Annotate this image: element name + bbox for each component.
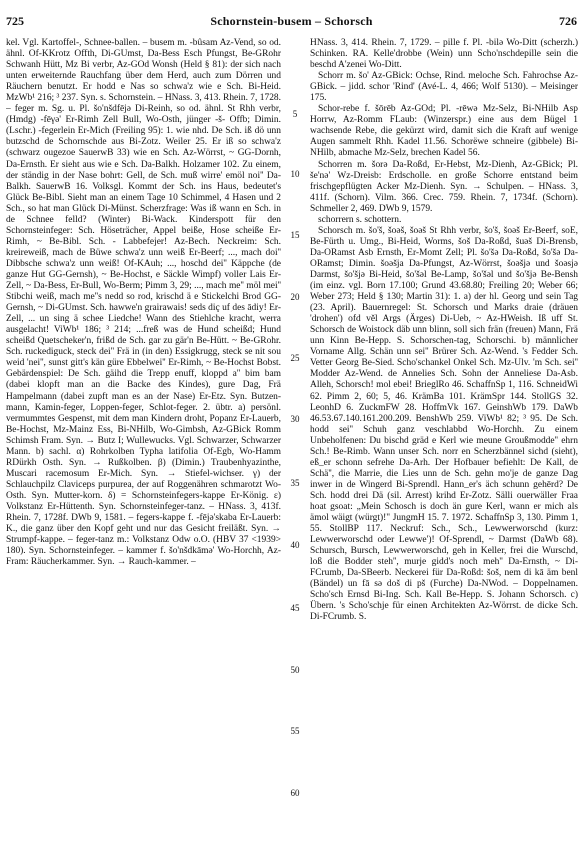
- entry-schorren: Schorren m. šorə Da-Roßd, Er-Hebst, Mz-Dienh, Az-GBick; Pl. še'nə' Wz-Dreisb: Erdscholle. en große Schorre entstand beim frischgepflügten Acker Mz-Dienh. Syn. → Schulpen. – HNass. 3, 411f. (Schorn). Vilm. 366. Crec. 759. Rhein. 7, 1734f. (Schorn). Schmeller 2, 469. DWb 9, 1579.: [310, 159, 578, 214]
- entry-schorrern: schorrern s. schottern.: [318, 214, 402, 225]
- line-number: 50: [290, 665, 300, 675]
- line-number: 55: [290, 726, 300, 736]
- line-number: 25: [290, 353, 300, 363]
- entry-schorr: Schorr m. šo' Az-GBick: Ochse, Rind. meloche Sch. Fahrochse Az-GBick. – jidd. schor 'Rind' (Avé-L. 4, 466; Wolf 5130). – Meisinger 175.: [310, 71, 578, 104]
- line-number: 10: [290, 169, 300, 179]
- running-title: Schornstein-busem – Schorsch: [210, 14, 373, 28]
- page-number-left: 725: [6, 14, 24, 28]
- line-number: 40: [290, 540, 300, 550]
- entry-schorsch: Schorsch m. šo'š, šoəš, šoəš St Rhh verbr, šo'š, šoəš Er-Beerf, soE, Be-Fürth u. Umg., Bi-Heid, Worms, šoš Da-Roßd, šuəš Di-Brensb, Da-ORamst Asb Ernsth, Er-Momt Zell; Pl. šo'šə Da-Roßd, šo'šə Da-ORamst; Dimin. šoəšja Da-Pfungst, Az-Wörrst, šoəšjə und šoəsjə Darmst, šo'šjə Bi-Heid, šo'šəl Be-Lamp, šo'šəl und šo'šjə Be-Bensh (im einz. vgl. Born 17.100; Grund 43.68.80; Freiling 20; Weber 66; Weber 273; Held § 130; Martin 31): 1. a) der hl. Georg und sein Tag (23. April). Bauernregel: St. Schorsch und Marks draie (dräuen 'drohen') ofd věl Args (Ärges) Di-Ueb, ~ Az-HWeish. Iß uff St. Schorsch de Woistock däb unn blinn, soll sich frän (freuen) Mann, Frä unn Kinn Be-Hepp. S. Schorschen-tag, Schorschi. b) männlicher Vorname Allg. Schän unn sei'' Brürer Sch. Az-Wend. 's Fedder Sch. Vetter Georg Be-Sied. Scho'schankel Onkel Sch. Mz-Ulv. 'm Sch. sei'' Modder Az-Wend. de Annelies Sch. Sohn der Anneliese Da-Asb. Alleh, Schorsch! mol ebei! BrieglRo 46. SchaffnSp 1, 116. SchneidWi 62. Pimm 2, 60; 5, 46. KrämBa 101. KrämSpr 144. StollGS 32. LeonhD 6. ZuckmFW 28. HoffmVk 167. GeinshWb 179. DaWb 46.53.67.140.161.200.209. BenshWb 259. ViWb¹ 82; ³ 95. De Sch. hodd sei'' Schuh ganz veschlabbd Wo-Horchh. Zu einem Unbeholfenen: Du bischd gräd e Kerl wie meune Groußmodde'' ehrn Sch.! Be-Rimb. Wann unser Sch. norr en Scherzbännel sichd (sieht), eß_er schonn sefrehe Da-Arh. Der Hofbauer befiehlt: De Kall, de Schä'', die Marrie, die Lies unn de Sch. gehn mo'je de ganze Dag inwer in de Wingerd Bi-Sprendl. Hann_er's äch schunn gehērd? De Sch. hodd drei Dä (sil. Arrest) krihd Er-Zotz. Sälli ouerwäller Fraa hoat gsoat: „Mein Schosch is doch än gure Kerl, wann er mich als ämol wäigt (würgt)!" JungmH 15. 7. 1972. SchaffnSp 3, 130. Pimm 1, 55. StollBP 117. Neckruf: Sch., Sch., Lewwerworschd (kurz: Lewwerworschd oder Lewwe')! Of-Sprendl, ~ Darmst (DaWb 68). Schursch, Bursch, Lewwerworschd, geh in Keller, frei die Wurschd, loß die Bodder steh'', murje gidd's noch meh'' Da-Ernsth, ~ Di-FCrumb, Da-SBeerb. Neckerei für Da-Roßd: šoš, nem di kā äm benl (Bändel) un fā sə doš di pš (Furche) Da-NWod. – Doppelnamen. Scho'sch Ernsd Bi-Ing. Sch. Kall Be-Hepp. S. Johann Schorsch. c) Übern. 's Scho'schje für einen Architekten Az-Wörrst. de dicke Sch. Di-FCrumb. S.: [310, 225, 578, 623]
- page-number-right: 726: [559, 14, 577, 28]
- left-column-text: kel. Vgl. Kartoffel-, Schnee-ballen. – busem m. -bûsam Az-Vend, so od. ähnl. Of-KKrotz Offth, Di-GUmst, Da-Bess Esch Pfungst, Be-GRohr Schwanh Hütt, Mz Bi verbr, Az-GOd Wonsh (Held § 81): der sich nach unten erweiternde Rauchfang über dem Herd, auch zum Dörren und Räuchern benutzt. Er hodd e Nas so schwa'z wie e Sch. Bi-Heid. MzWb¹ 216; ³ 237. Syn. s. Schornstein. – HNass. 3, 413. Rhein. 7, 1728. – feger m. Sg. u. Pl. šo'nšdfējə Di-Reinh, so od. ähnl. St Rhh verbr, (Hmdg) -fēγə' Er-Rimh Zell Bull, Wo-Osth, jünger -š- Offb; Dimin. (Lschr.) -fegerlein Er-Mich (Freiling 95): 1. wie nhd. De Sch. iß dö unn butzschd de Schornschde aus Bi-Zotz. Weiler 25. Er iß so schwa'z (schwarz ougezoe SauerwB 33) wie en Sch. Az-Wörrst, ~ GG-Dornh, Da-Ernsth. Er sieht aus wie e Sch. Da-Balkh. Holzamer 102. Zu einem, der ständig in der Nase bohrt: Gell, de Sch. muß wirre' emöl noi'' Da-Balkh. SauerwB 16. Volksgl. Kommt der Sch. ins Haus, bedeutet's Glück Be-Bibl. Sieht man an einem Tage 10 Schimmel, 4 Hasen und 2 Sch., so hat man Glück Di-Münst. Scherzfrage: Was iß wann en Sch. in de Schnee felld? (Winter) Bi-Wack. Kinderspott für den Schornsteinfeger: Sch. Höseträcher, Appel beiße, Hose scheiße Er-Rimh, ~ Be-Bibl. Sch. - Labbefejer! Az-Bech. Neckreim: Sch. kreireweiß, mach de Büwe schwa'z unn weiß Er-Beerf; ..., mach doi'' Dibbsche schwa'z unn weiß! Of-KAuh; ..., hoschd dei'' Käppche (de ganze Hut GG-Gernsh), ~ Be-Hochst, e Säckle Wimpf) voller Lais Er-Zell, ~ Da-Bess, Er-Bull, Wo-Berm; Pimm 3, 29; ..., mach me'' möl mei'' Stibchi weiß, mach me''s nedd so rod, krischd ä e Stickelchi Brod GG-Gernsh, ~ Di-GUmst. Sch. hawwe'n grairawais! seds diç uf des ādiy! Er-Zell, ... un sing ä schee Liedche! Wann des Stiehlche kracht, werra ausgelacht! ViWb¹ 186; ³ 214; ...freß was de Hund scheißd; Hund scheißd Quetscheker'n, frißd de Sch. gar zu gär'n Be-Hütt. ~ Be-GRohr. Sch. ruckediguck, steck dei'' Frä in (in den) Essigkrugg, steck se nit sou weid 'nei'', sunst gitt's kän güre Ebbelwei'' Er-Rimh, ~ Be-Hochst Bobst. Gebärdenspiel: De Sch. gäihd die Trepp enuff, kloppd a'' bim bam (dabei klopft man an die Backe des Kindes), gure Dag, Frä Hampelmann (dabei zupft man es an der Nase) Er-Etz. Syn. Butzen-mann, Kamin-feger, Loppen-feger, Schlot-feger. 2. übtr. a) persönl. vermummtes Gespenst, mit dem man Kindern droht, Popanz Er-Lauerb, Be-Hochst, Mz-Mainz Ess, Bi-NHilb, Wo-Gimbsh, Az-GBick Romm Schimsh Fram. Syn. → Butz I; Wullewucks. Vgl. Schwarzer, Schwarzer Mann. b) sachl. α) Rohrkolben Typha latifolia Of-Egb, Wo-Hamm RDürkh Osth. Syn. → Rußkolben. β) (Dimin.) Traubenhyazinthe, Muscari racemosum Er-Mich. Syn. → Stiefel-wichser. γ) der Schlauchpilz Claviceps purpurea, der auf Roggenähren schmarotzt Wo-Osth. Syn. Mutter-korn. δ) = Schornsteinfegers-kappe Er-König. ε) Volkstanz Er-Hüttenth. Syn. Schornsteinfeger-tanz. – HNass. 3, 413f. Rhein. 7, 1728f. DWb 9, 1581. – fegers-kappe f. -fējə'skaba Er-Lauerb: K., die ganz über den Kopf geht und nur das Gesicht freiläßt. Syn. → Strumpf-kappe. – feger-tanz m.: Volkstanz Odw o.O. (HBV 37 <1939> 180). Syn. Schornsteinfeger. – kammer f. šo'nšdkāmə' Wo-Horchh, Az-Fram: Räucherkammer. Syn. → Rauch-kammer. –: [6, 38, 281, 568]
- page-header: [6, 10, 577, 30]
- right-column: [310, 38, 578, 846]
- line-number: 5: [292, 109, 298, 119]
- line-number: 30: [290, 414, 300, 424]
- line-number: 45: [290, 603, 300, 613]
- entry-schor-rebe: Schor-rebe f. šōrēb Az-GOd; Pl. -rēwə Mz-Selz, Bi-NHilb Asp Horrw, Az-Romm FLaub: (Winzerspr.) eine aus dem Bügel 1 wachsende Rebe, die gekürzt wird, damit sich die Kraft auf wenige Augen sammelt Rhh. Kadel 11.56. Schorëwe schneire (gibbele) Bi-NHilb, abmache Mz-Selz, brechen Kadel 56.: [310, 104, 578, 159]
- line-number-gutter: [284, 38, 306, 846]
- line-number: 35: [290, 478, 300, 488]
- entry-continuation: HNass. 3, 414. Rhein. 7, 1729. – pille f. Pl. -bilə Wo-Ditt (scherzh.) Schinken. RA. Kelle'drobbe (Wein) unn Scho'nschdepille sein die beschd A'zenei Wo-Ditt.: [310, 38, 578, 71]
- left-column: [6, 38, 281, 846]
- line-number: 60: [290, 788, 300, 798]
- line-number: 20: [290, 292, 300, 302]
- line-number: 15: [290, 230, 300, 240]
